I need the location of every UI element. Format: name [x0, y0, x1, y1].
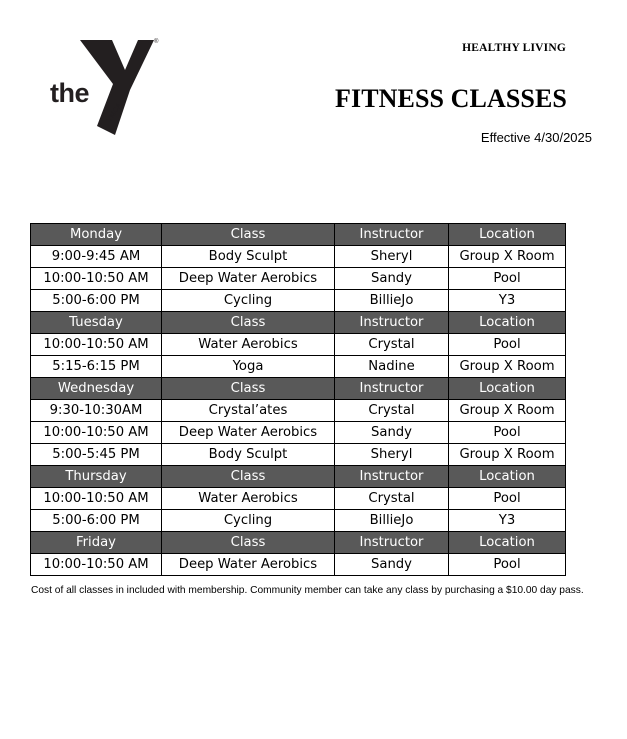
class-time: 10:00-10:50 AM [31, 334, 162, 356]
class-location: Group X Room [449, 444, 566, 466]
day-label: Friday [31, 532, 162, 554]
table-row [31, 444, 566, 466]
class-time: 5:00-6:00 PM [31, 290, 162, 312]
class-time: 10:00-10:50 AM [31, 268, 162, 290]
day-label: Thursday [31, 466, 162, 488]
class-name: Water Aerobics [162, 334, 335, 356]
instructor-name: Sandy [335, 554, 449, 576]
instructor-column-header: Instructor [335, 224, 449, 246]
instructor-name: Sheryl [335, 444, 449, 466]
instructor-name: Sandy [335, 268, 449, 290]
instructor-column-header: Instructor [335, 466, 449, 488]
class-time: 9:00-9:45 AM [31, 246, 162, 268]
day-label: Tuesday [31, 312, 162, 334]
day-header-row [31, 466, 566, 488]
instructor-name: Crystal [335, 488, 449, 510]
instructor-name: Nadine [335, 356, 449, 378]
class-location: Pool [449, 554, 566, 576]
logo-wordmark-the: the [50, 78, 89, 108]
class-name: Yoga [162, 356, 335, 378]
class-location: Y3 [449, 290, 566, 312]
class-location: Group X Room [449, 246, 566, 268]
day-label: Monday [31, 224, 162, 246]
class-time: 5:15-6:15 PM [31, 356, 162, 378]
class-location: Pool [449, 268, 566, 290]
class-name: Deep Water Aerobics [162, 268, 335, 290]
class-name: Deep Water Aerobics [162, 554, 335, 576]
logo-ymca-letters: YMCA [106, 101, 124, 124]
footer-note: Cost of all classes in included with membership. Community member can take any class by purchasing a $10.00 day pass. [31, 585, 584, 596]
class-location: Y3 [449, 510, 566, 532]
class-time: 10:00-10:50 AM [31, 422, 162, 444]
schedule-table [30, 223, 566, 576]
ymca-y-icon [78, 38, 158, 136]
class-name: Water Aerobics [162, 488, 335, 510]
day-header-row [31, 224, 566, 246]
instructor-column-header: Instructor [335, 378, 449, 400]
class-name: Crystal’ates [162, 400, 335, 422]
class-column-header: Class [162, 312, 335, 334]
class-location: Group X Room [449, 400, 566, 422]
class-time: 10:00-10:50 AM [31, 488, 162, 510]
location-column-header: Location [449, 532, 566, 554]
class-location: Pool [449, 334, 566, 356]
table-row [31, 554, 566, 576]
registered-mark: ® [154, 39, 159, 45]
class-column-header: Class [162, 224, 335, 246]
class-location: Group X Room [449, 356, 566, 378]
instructor-column-header: Instructor [335, 312, 449, 334]
class-column-header: Class [162, 532, 335, 554]
class-time: 5:00-5:45 PM [31, 444, 162, 466]
table-row [31, 290, 566, 312]
table-row [31, 488, 566, 510]
table-row [31, 246, 566, 268]
class-name: Cycling [162, 510, 335, 532]
table-row [31, 422, 566, 444]
table-row [31, 334, 566, 356]
instructor-name: Crystal [335, 334, 449, 356]
instructor-column-header: Instructor [335, 532, 449, 554]
location-column-header: Location [449, 224, 566, 246]
instructor-name: Crystal [335, 400, 449, 422]
effective-date: Effective 4/30/2025 [480, 130, 592, 145]
location-column-header: Location [449, 466, 566, 488]
instructor-name: BillieJo [335, 290, 449, 312]
day-header-row [31, 378, 566, 400]
table-row [31, 510, 566, 532]
table-row [31, 400, 566, 422]
class-location: Pool [449, 488, 566, 510]
instructor-name: Sheryl [335, 246, 449, 268]
class-name: Cycling [162, 290, 335, 312]
day-header-row [31, 312, 566, 334]
page-title: FITNESS CLASSES [335, 84, 567, 113]
class-column-header: Class [162, 466, 335, 488]
class-time: 5:00-6:00 PM [31, 510, 162, 532]
instructor-name: Sandy [335, 422, 449, 444]
class-time: 9:30-10:30AM [31, 400, 162, 422]
kicker-text: HEALTHY LIVING [462, 42, 566, 54]
ymca-logo [48, 38, 163, 138]
class-name: Deep Water Aerobics [162, 422, 335, 444]
class-location: Pool [449, 422, 566, 444]
location-column-header: Location [449, 378, 566, 400]
instructor-name: BillieJo [335, 510, 449, 532]
day-label: Wednesday [31, 378, 162, 400]
day-header-row [31, 532, 566, 554]
location-column-header: Location [449, 312, 566, 334]
class-column-header: Class [162, 378, 335, 400]
table-row [31, 268, 566, 290]
class-time: 10:00-10:50 AM [31, 554, 162, 576]
class-name: Body Sculpt [162, 444, 335, 466]
class-name: Body Sculpt [162, 246, 335, 268]
table-row [31, 356, 566, 378]
